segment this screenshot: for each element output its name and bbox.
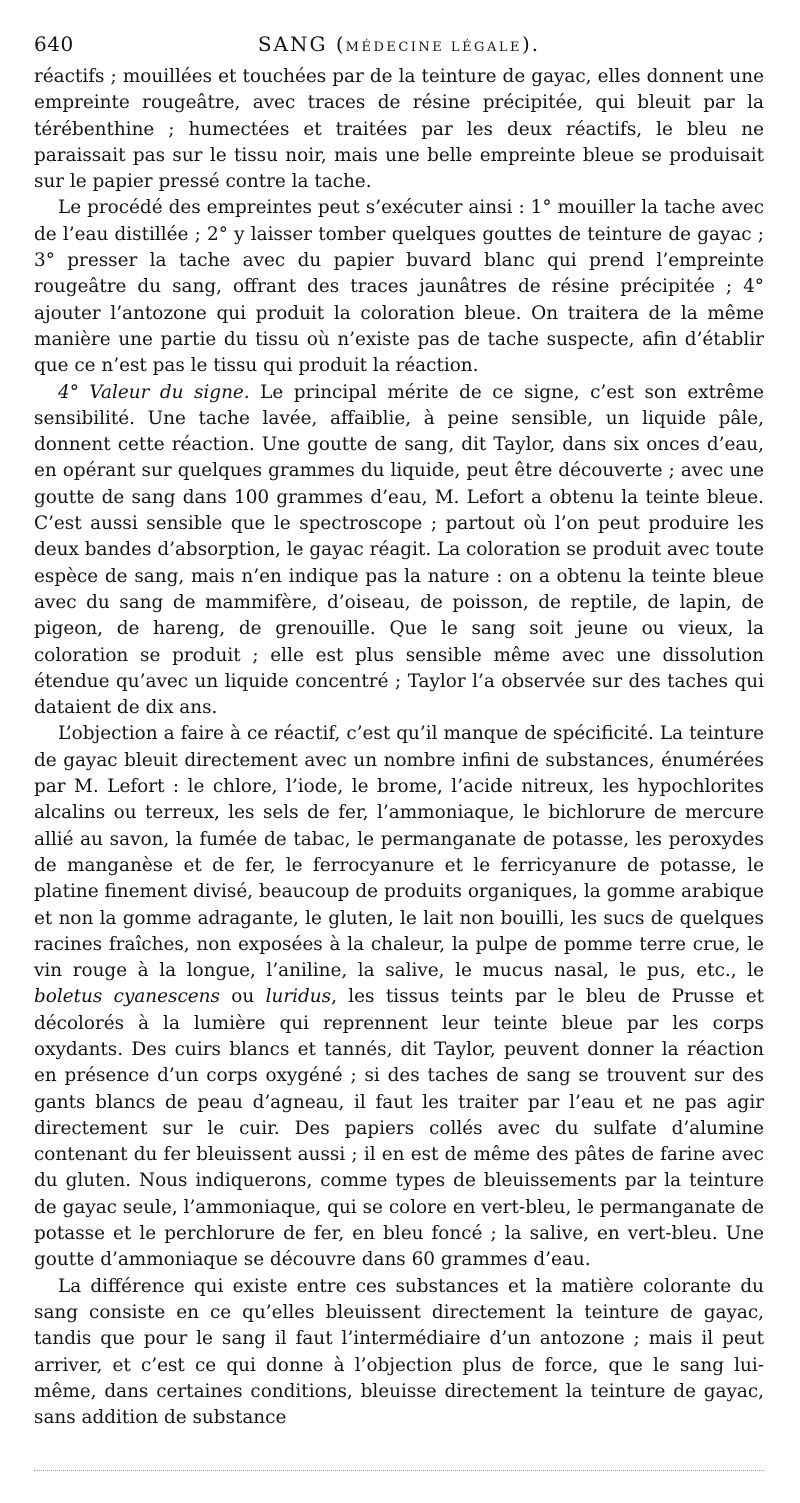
paragraph-4-part-a: L’objection a faire à ce réactif, c’est qu’il manque de spécificité. La teinture de gayac bleuit directement avec un nombre infini de substances, énumérées par M. Lefort : le chlore, l’iode, le brome, l’acide nitreux, les hypochlorites alcalins ou terreux, les sels de fer, l’ammoniaque, le bichlorure de mercure allié au savon, la fumée de tabac, le permanganate de potasse, les peroxydes de manganèse et de fer, le ferrocyanure et le ferricyanure de potasse, le platine finement divisé, beaucoup de produits organiques, la gomme arabique et non la gomme adragante, le gluten, le lait non bouilli, les sucs de quelques racines fraîches, non exposées à la chaleur, la pulpe de pomme terre crue, le vin rouge à la longue, l’aniline, la salive, le mucus nasal, le pus, etc., le	[34, 723, 764, 982]
species-name-1: boletus cyanescens	[34, 986, 220, 1008]
paragraph-3-body: Le principal mérite de ce signe, c’est son extrême sensibilité. Une tache lavée, affaiblie, à peine sensible, un liquide pâle, donnent cette réaction. Une goutte de sang, dit Taylor, dans six onces d’eau, en opérant sur quelques grammes du liquide, peut être découverte ; avec une goutte de sang dans 100 grammes d’eau, M. Lefort a obtenu la teinte bleue. C’est aussi sensible que le spectroscope ; partout où l’on peut produire les deux bandes d’absorption, le gayac réagit. La coloration se produit avec toute espèce de sang, mais n’en indique pas la nature : on a obtenu la teinte bleue avec du sang de mammifère, d’oiseau, de poisson, de reptile, de lapin, de pigeon, de hareng, de grenouille. Que le sang soit jeune ou vieux, la coloration se produit ; elle est plus sensible même avec une dissolution étendue qu’avec un liquide concentré ; Taylor l’a observée sur des taches qui dataient de dix ans.	[34, 381, 764, 719]
page-header	[34, 30, 764, 60]
footer-dotted-rule	[34, 1470, 764, 1471]
paragraph-4-part-b: ou	[219, 986, 266, 1008]
paragraph-4	[34, 721, 764, 1273]
species-name-2: luridus	[265, 986, 332, 1008]
paragraph-3	[34, 380, 764, 722]
page-number: 640	[34, 32, 74, 56]
paragraph-4-part-c: , les tissus teints par le bleu de Prusse et décolorés à la lumière qui reprennent leur teinte bleue par les corps oxydants. Des cuirs blancs et tannés, dit Taylor, peuvent donner la réaction en présence d’un corps oxygéné ; si des taches de sang se trouvent sur des gants blancs de peau d’agneau, il faut les traiter par l’eau et ne pas agir directement sur le cuir. Des papiers collés avec du sulfate d’alumine contenant du fer bleuissent aussi ; il en est de même des pâtes de farine avec du gluten. Nous indiquerons, comme types de bleuissements par la teinture de gayac seule, l’ammoniaque, qui se colore en vert-bleu, le permanganate de potasse et le perchlorure de fer, en bleu foncé ; la salive, en vert-bleu. Une goutte d’ammoniaque se découvre dans 60 grammes d’eau.	[34, 986, 765, 1271]
paragraph-1: réactifs ; mouillées et touchées par de la teinture de gayac, elles donnent une empreinte rougeâtre, avec traces de résine précipitée, qui bleuit par la térébenthine ; humectées et traitées par les deux réactifs, le bleu ne paraissait pas sur le tissu noir, mais une belle empreinte bleue se produisait sur le papier pressé contre la tache.	[34, 66, 764, 193]
running-title-main: SANG (	[257, 32, 346, 56]
running-title-close: ).	[521, 32, 541, 56]
paragraph-5: La différence qui existe entre ces substances et la matière colorante du sang consiste en ce qu’elles bleuissent directement la teinture de gayac, tandis que pour le sang il faut l’intermédiaire d’un antozone ; mais il peut arriver, et c’est ce qui donne à l’objection plus de force, que le sang lui-même, dans certaines conditions, bleuisse directement la teinture de gayac, sans addition de substance	[34, 1275, 764, 1429]
section-heading: 4° Valeur du signe.	[58, 381, 250, 403]
running-title	[34, 32, 764, 56]
running-title-sub: MÉDECINE LÉGALE	[345, 40, 522, 55]
body-text	[34, 64, 764, 1431]
paragraph-2: Le procédé des empreintes peut s’exécuter ainsi : 1° mouiller la tache avec de l’eau distillée ; 2° y laisser tomber quelques gouttes de teinture de gayac ; 3° presser la tache avec du papier buvard blanc qui prend l’empreinte rougeâtre du sang, offrant des traces jaunâtres de résine précipitée ; 4° ajouter l’antozone qui produit la coloration bleue. On traitera de la même manière une partie du tissu où n’existe pas de tache suspecte, afin d’établir que ce n’est pas le tissu qui produit la réaction.	[34, 197, 764, 377]
